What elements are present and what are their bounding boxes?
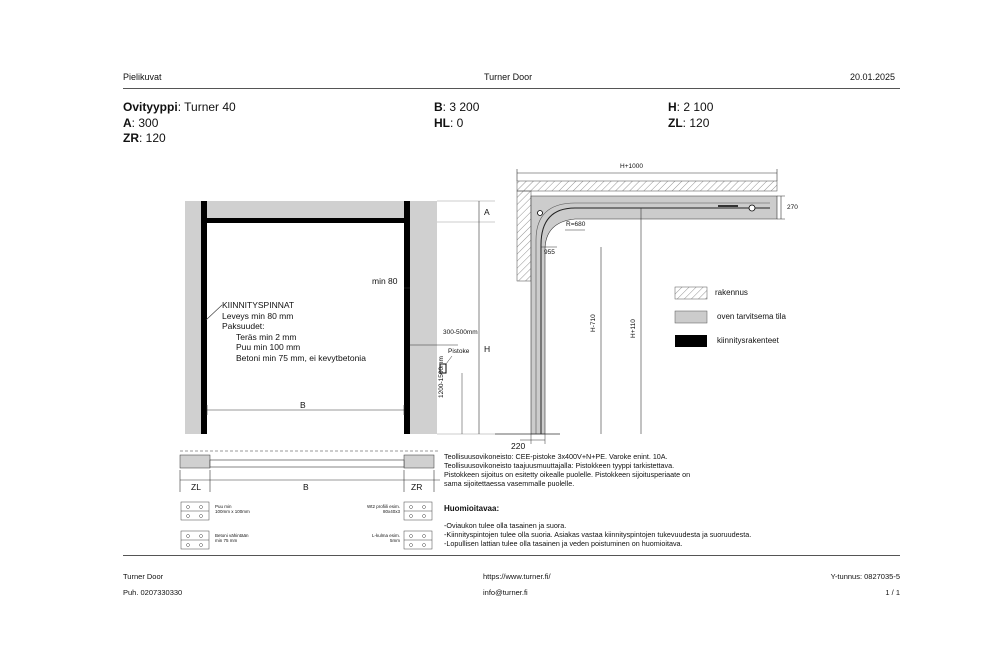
spec-zl: ZL: 120 <box>668 116 710 130</box>
socket-dist-label: 300-500mm <box>443 329 478 336</box>
plan-view <box>180 451 440 492</box>
electrical-line-1: Teollisuusovikoneisto: CEE-pistoke 3x400V+N+PE. Varoke enint. 10A. <box>444 452 668 461</box>
wall-structure <box>517 191 531 281</box>
d220-label: 220 <box>511 441 526 451</box>
detail-wood: Puu min 100mm x 100mm <box>215 504 250 514</box>
min80-label: min 80 <box>372 276 398 286</box>
d955-label: 955 <box>544 249 555 256</box>
mount-wood: Puu min 100 mm <box>236 342 301 352</box>
top-mount <box>201 218 410 223</box>
footer-company: Turner Door <box>123 572 164 581</box>
mount-spec-block <box>222 300 366 363</box>
legend-mounting-swatch <box>675 335 707 347</box>
h-minus-710-label: H-710 <box>590 314 597 332</box>
electrical-line-4: sama sijoitettaessa vasemmalle puolelle. <box>444 479 575 488</box>
plan-zr-label: ZR <box>411 482 423 492</box>
dim-b-label: B <box>300 400 306 410</box>
notes-item-2: -Kiinnityspintojen tulee olla suoria. Asiakas vastaa kiinnityspintojen tukevuudesta ja suoruudesta. <box>444 530 752 539</box>
footer-email[interactable]: info@turner.fi <box>483 588 528 597</box>
legend-door-space-swatch <box>675 311 707 323</box>
h-plus-110-label: H+110 <box>630 319 637 338</box>
dim-a-label: A <box>484 207 490 217</box>
spec-door-type: Ovityyppi: Turner 40 <box>123 100 236 114</box>
footer-website[interactable]: https://www.turner.fi/ <box>483 572 551 581</box>
footer-phone: Puh. 0207330330 <box>123 588 183 597</box>
d270-label: 270 <box>787 204 798 211</box>
plan-door-leaf <box>210 460 404 467</box>
detail-profile: Wt2 profiili esim. 80x40x3 <box>366 504 400 514</box>
header-company: Turner Door <box>484 72 533 82</box>
detail-angle: L-kulma esim. 5mm <box>371 533 400 543</box>
detail-concrete: Betoni vähintään min 75 mm <box>215 533 249 543</box>
right-mount <box>404 201 410 434</box>
spec-hl: HL: 0 <box>434 116 464 130</box>
legend-mounting-label: kiinnitysrakenteet <box>717 336 779 345</box>
footer-divider <box>123 555 900 556</box>
spec-a: A: 300 <box>123 116 159 130</box>
spec-h: H: 2 100 <box>668 100 714 114</box>
mount-title: KIINNITYSPINNAT <box>222 300 295 310</box>
legend-structure-swatch <box>675 287 707 299</box>
notes-item-3: -Lopullisen lattian tulee olla tasainen ja veden poistuminen on huomioitava. <box>444 539 683 548</box>
electrical-line-2: Teollisuusovikoneisto taajuusmuuttajalla: Pistokkeen tyyppi tarkistettava. <box>444 461 675 470</box>
electrical-line-3: Pistokkeen sijoitus on esitetty oikealle puolelle. Pistokkeen sijoitusperiaate on <box>444 470 691 479</box>
notes-title: Huomioitavaa: <box>444 504 500 513</box>
socket-height-label: 1200-1500mm <box>438 356 445 398</box>
mount-steel: Teräs min 2 mm <box>236 331 297 342</box>
spec-b: B: 3 200 <box>434 100 480 114</box>
ceiling-structure <box>517 181 777 191</box>
side-view <box>495 169 785 444</box>
notes-item-1: -Oviaukon tulee olla tasainen ja suora. <box>444 521 567 530</box>
legend-door-space-label: oven tarvitsema tila <box>717 312 786 321</box>
spec-zr: ZR: 120 <box>123 131 166 145</box>
header-doc-type: Pielikuvat <box>123 72 162 82</box>
footer-business-id: Y-tunnus: 0827035-5 <box>830 572 900 581</box>
legend-structure-label: rakennus <box>715 288 748 297</box>
footer-page-number: 1 / 1 <box>885 588 900 597</box>
plan-b-label: B <box>303 482 309 492</box>
header-date: 20.01.2025 <box>850 72 896 82</box>
r680-label: R=680 <box>566 221 586 228</box>
left-mount <box>201 201 207 434</box>
socket-label: Pistoke <box>448 348 470 355</box>
mount-concrete: Betoni min 75 mm, ei kevytbetonia <box>236 352 366 363</box>
plan-zl-label: ZL <box>191 482 201 492</box>
h-plus-1000-label: H+1000 <box>620 163 643 170</box>
mount-width: Leveys min 80 mm <box>222 310 294 321</box>
mount-thickness: Paksuudet: <box>222 321 265 331</box>
dim-h-label: H <box>484 344 491 354</box>
